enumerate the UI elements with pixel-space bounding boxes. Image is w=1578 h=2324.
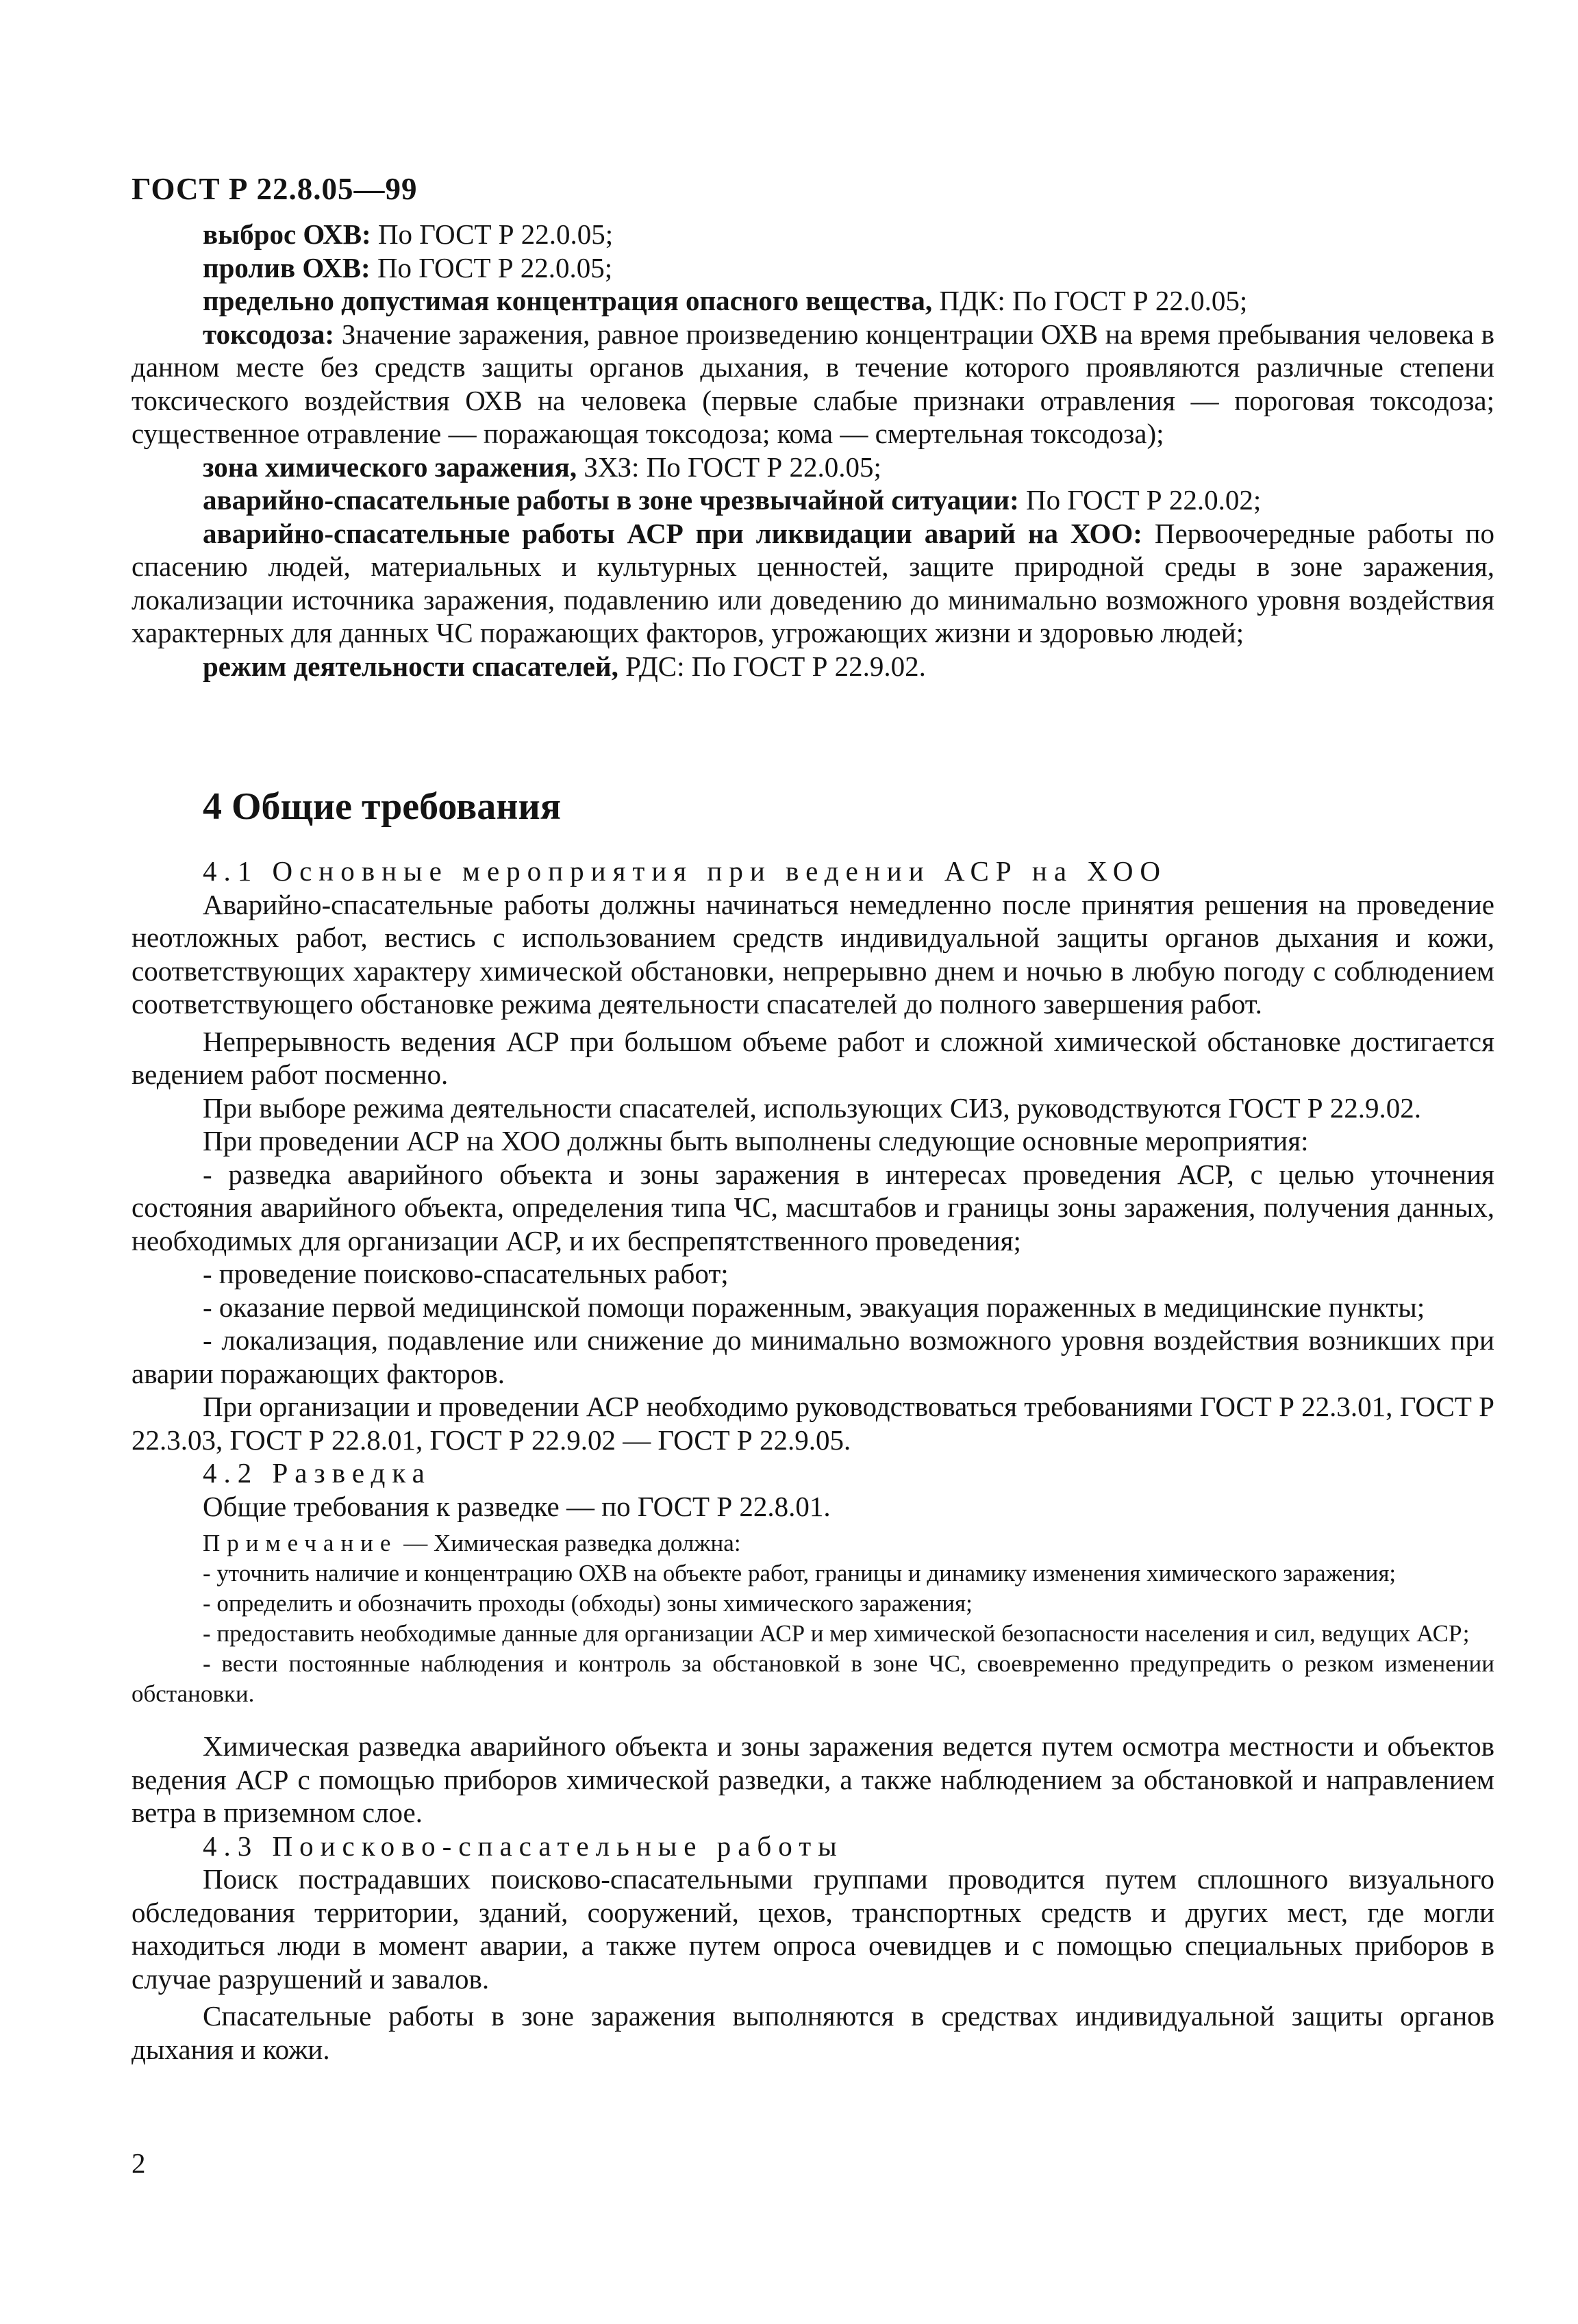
- definition-item: [132, 251, 1494, 285]
- list-item: - разведка аварийного объекта и зоны заражения в интересах проведения АСР, с целью уточнения состояния аварийного объекта, определения типа ЧС, масштабов и границы зоны заражения, получения данных, необходимых для организации АСР, и их беспрепятственного проведения;: [132, 1158, 1494, 1256]
- definition-text: По ГОСТ Р 22.0.05;: [371, 218, 614, 250]
- paragraph: Непрерывность ведения АСР при большом объеме работ и сложной химической обстановке достигается ведением работ посменно.: [132, 1025, 1494, 1090]
- subsection-4-1-heading: 4.1 Основные мероприятия при ведении АСР на ХОО: [203, 855, 1168, 887]
- definitions-block: [132, 218, 1494, 683]
- definition-term: аварийно-спасательные работы в зоне чрезвычайной ситуации:: [203, 484, 1019, 516]
- paragraph: Общие требования к разведке — по ГОСТ Р 22.8.01.: [203, 1490, 831, 1522]
- definition-item: [132, 517, 1494, 650]
- paragraph: При выборе режима деятельности спасателей, использующих СИЗ, руководствуются ГОСТ Р 22.9.02.: [203, 1091, 1422, 1124]
- note-item: - уточнить наличие и концентрацию ОХВ на объекте работ, границы и динамику изменения химического заражения;: [203, 1560, 1397, 1587]
- definition-item: [132, 318, 1494, 451]
- definition-text: По ГОСТ Р 22.0.02;: [1018, 484, 1262, 516]
- definition-text: РДС: По ГОСТ Р 22.9.02.: [618, 650, 926, 682]
- note-block: [132, 1528, 1494, 1709]
- list-item: - оказание первой медицинской помощи пораженным, эвакуация пораженных в медицинские пункты;: [203, 1291, 1425, 1323]
- list-item: - проведение поисково-спасательных работ;: [203, 1258, 729, 1289]
- definition-term: токсодоза:: [203, 318, 335, 350]
- definition-item: [132, 284, 1494, 318]
- paragraph: Аварийно-спасательные работы должны начинаться немедленно после принятия решения на проведение неотложных работ, вестись с использованием средств индивидуальной защиты органов дыхания и кожи, соответствующих характеру химической обстановки, непрерывно днем и ночью в любую погоду с соблюдением соответствующего обстановке режима деятельности спасателей до полного завершения работ.: [132, 888, 1494, 1020]
- paragraph: Спасательные работы в зоне заражения выполняются в средствах индивидуальной защиты органов дыхания и кожи.: [132, 2000, 1494, 2065]
- definition-text: По ГОСТ Р 22.0.05;: [370, 251, 613, 283]
- definition-text: ПДК: По ГОСТ Р 22.0.05;: [932, 285, 1248, 316]
- note-label: Примечание: [203, 1530, 398, 1556]
- section-4-body: [132, 855, 1494, 2066]
- definition-term: предельно допустимая концентрация опасного вещества,: [203, 285, 933, 316]
- definition-term: пролив ОХВ:: [203, 251, 371, 283]
- list-item: - локализация, подавление или снижение до минимально возможного уровня воздействия возникших при аварии поражающих факторов.: [132, 1324, 1494, 1389]
- definition-term: зона химического заражения,: [203, 451, 577, 483]
- note-intro: [132, 1528, 1494, 1558]
- definition-item: [132, 218, 1494, 251]
- page-number: 2: [132, 2147, 146, 2179]
- section-4-heading: 4 Общие требования: [203, 785, 562, 828]
- subsection-4-3-heading: 4.3 Поисково-спасательные работы: [203, 1830, 844, 1862]
- definition-item: [132, 650, 1494, 683]
- definition-term: аварийно-спасательные работы АСР при ликвидации аварий на ХОО:: [203, 517, 1142, 549]
- subsection-4-2-heading: 4.2 Разведка: [203, 1457, 431, 1489]
- definition-item: [132, 451, 1494, 484]
- note-intro-text: — Химическая разведка должна:: [397, 1530, 741, 1556]
- definition-item: [132, 483, 1494, 517]
- note-item: - вести постоянные наблюдения и контроль за обстановкой в зоне ЧС, своевременно предупредить о резком изменении обстановки.: [132, 1650, 1494, 1707]
- definition-term: режим деятельности спасателей,: [203, 650, 618, 682]
- note-item: - предоставить необходимые данные для организации АСР и мер химической безопасности населения и сил, ведущих АСР;: [203, 1620, 1470, 1647]
- definition-text: Значение заражения, равное произведению концентрации ОХВ на время пребывания человека в данном месте без средств защиты органов дыхания, в течение которого проявляются различные степени токсического воздействия ОХВ на человека (первые слабые признаки отравления — пороговая токсодоза; существенное отравление — поражающая токсодоза; кома — смертельная токсодоза);: [132, 318, 1494, 449]
- paragraph: При проведении АСР на ХОО должны быть выполнены следующие основные мероприятия:: [203, 1125, 1309, 1157]
- definition-text: ЗХЗ: По ГОСТ Р 22.0.05;: [577, 451, 881, 483]
- document-header: ГОСТ Р 22.8.05—99: [132, 172, 418, 206]
- definition-term: выброс ОХВ:: [203, 218, 371, 250]
- definition-text: Первоочередные работы по спасению людей, материальных и культурных ценностей, защите природной среды в зоне заражения, локализации источника заражения, подавлению или доведению до минимально возможного уровня воздействия характерных для данных ЧС поражающих факторов, угрожающих жизни и здоровью людей;: [132, 517, 1494, 648]
- paragraph: Поиск пострадавших поисково-спасательными группами проводится путем сплошного визуального обследования территории, зданий, сооружений, цехов, транспортных средств и других мест, где могли находиться люди в момент аварии, а также путем опроса очевидцев и с помощью специальных приборов в случае разрушений и завалов.: [132, 1863, 1494, 1995]
- note-item: - определить и обозначить проходы (обходы) зоны химического заражения;: [203, 1590, 973, 1617]
- paragraph: Химическая разведка аварийного объекта и зоны заражения ведется путем осмотра местности и объектов ведения АСР с помощью приборов химической разведки, а также наблюдением за обстановкой и направлением ветра в приземном слое.: [132, 1730, 1494, 1828]
- paragraph: При организации и проведении АСР необходимо руководствоваться требованиями ГОСТ Р 22.3.01, ГОСТ Р 22.3.03, ГОСТ Р 22.8.01, ГОСТ Р 22.9.02 — ГОСТ Р 22.9.05.: [132, 1391, 1494, 1456]
